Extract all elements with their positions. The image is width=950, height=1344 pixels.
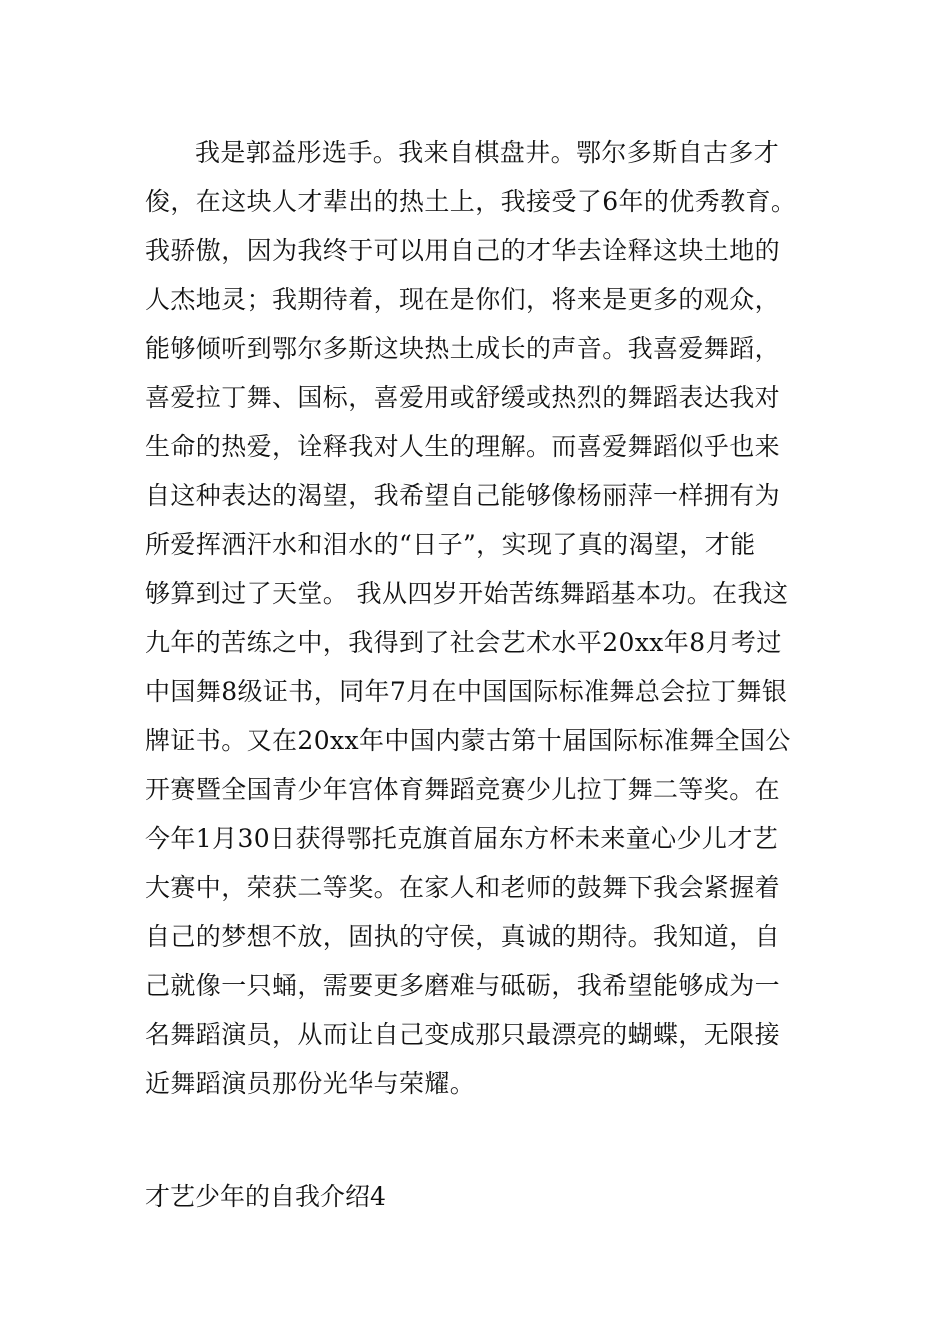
paragraph-line: 俊，在这块人才辈出的热土上，我接受了6年的优秀教育。: [145, 187, 797, 216]
paragraph-line: 自己的梦想不放，固执的守侯，真诚的期待。我知道，自: [145, 922, 781, 951]
paragraph-line: 今年1月30日获得鄂托克旗首届东方杯未来童心少儿才艺: [145, 824, 779, 853]
paragraph-line: 名舞蹈演员，从而让自己变成那只最漂亮的蝴蝶，无限接: [145, 1020, 781, 1049]
paragraph-line: 九年的苦练之中，我得到了社会艺术水平20xx年8月考过: [145, 628, 782, 657]
paragraph-line: 我骄傲，因为我终于可以用自己的才华去诠释这块土地的: [145, 236, 781, 265]
paragraph-line: 我是郭益彤选手。我来自棋盘井。鄂尔多斯自古多才: [195, 138, 780, 167]
paragraph-line: 近舞蹈演员那份光华与荣耀。: [145, 1069, 476, 1098]
paragraph-line: 大赛中，荣获二等奖。在家人和老师的鼓舞下我会紧握着: [145, 873, 781, 902]
paragraph-line: 人杰地灵；我期待着，现在是你们，将来是更多的观众，: [145, 285, 781, 314]
paragraph-line: 己就像一只蛹，需要更多磨难与砥砺，我希望能够成为一: [145, 971, 781, 1000]
paragraph-line: 喜爱拉丁舞、国标，喜爱用或舒缓或热烈的舞蹈表达我对: [145, 383, 781, 412]
paragraph-line: 牌证书。又在20xx年中国内蒙古第十届国际标准舞全国公: [145, 726, 791, 755]
paragraph-line: 所爱挥洒汗水和泪水的“日子”，实现了真的渴望，才能: [145, 530, 756, 559]
paragraph-line: 够算到过了天堂。 我从四岁开始苦练舞蹈基本功。在我这: [145, 579, 789, 608]
section-heading: 才艺少年的自我介绍4: [145, 1182, 386, 1211]
paragraph-line: 开赛暨全国青少年宫体育舞蹈竞赛少儿拉丁舞二等奖。在: [145, 775, 781, 804]
paragraph-line: 生命的热爱，诠释我对人生的理解。而喜爱舞蹈似乎也来: [145, 432, 781, 461]
paragraph-line: 能够倾听到鄂尔多斯这块热土成长的声音。我喜爱舞蹈，: [145, 334, 781, 363]
paragraph-line: 自这种表达的渴望，我希望自己能够像杨丽萍一样拥有为: [145, 481, 781, 510]
body-paragraph: [145, 128, 810, 1108]
paragraph-line: 中国舞8级证书，同年7月在中国国际标准舞总会拉丁舞银: [145, 677, 788, 706]
